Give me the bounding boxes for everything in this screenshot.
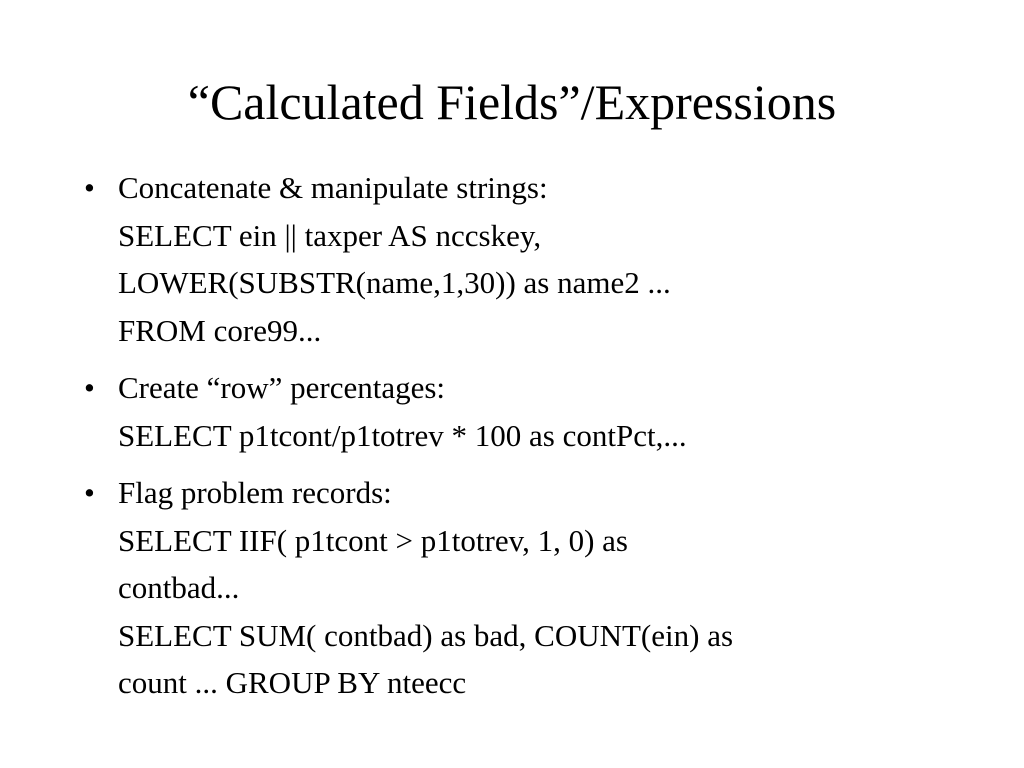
code-line: SELECT p1tcont/p1totrev * 100 as contPct,...: [118, 417, 687, 453]
bullet-item-strings: [80, 164, 960, 354]
bullet-item-percentages: [80, 364, 960, 459]
bullet-heading: Create “row” percentages:: [118, 370, 446, 405]
code-line: LOWER(SUBSTR(name,1,30)) as name2 ...: [118, 265, 671, 300]
bullet-heading: Concatenate & manipulate strings:: [118, 170, 548, 205]
code-line: SELECT IIF( p1tcont > p1totrev, 1, 0) as: [118, 522, 628, 558]
code-line: SELECT ein || taxper AS nccskey,: [118, 217, 542, 253]
slide-title: “Calculated Fields”/Expressions: [187, 74, 837, 130]
bullet-list: [80, 164, 960, 717]
code-line: SELECT SUM( contbad) as bad, COUNT(ein) as: [118, 617, 734, 653]
bullet-icon: •: [84, 370, 95, 405]
bullet-icon: •: [84, 475, 95, 510]
bullet-item-flags: [80, 469, 960, 707]
bullet-icon: •: [84, 170, 95, 205]
code-line: contbad...: [118, 570, 240, 605]
code-line: count ... GROUP BY nteecc: [118, 665, 467, 700]
bullet-heading: Flag problem records:: [118, 475, 392, 510]
code-line: FROM core99...: [118, 312, 322, 348]
